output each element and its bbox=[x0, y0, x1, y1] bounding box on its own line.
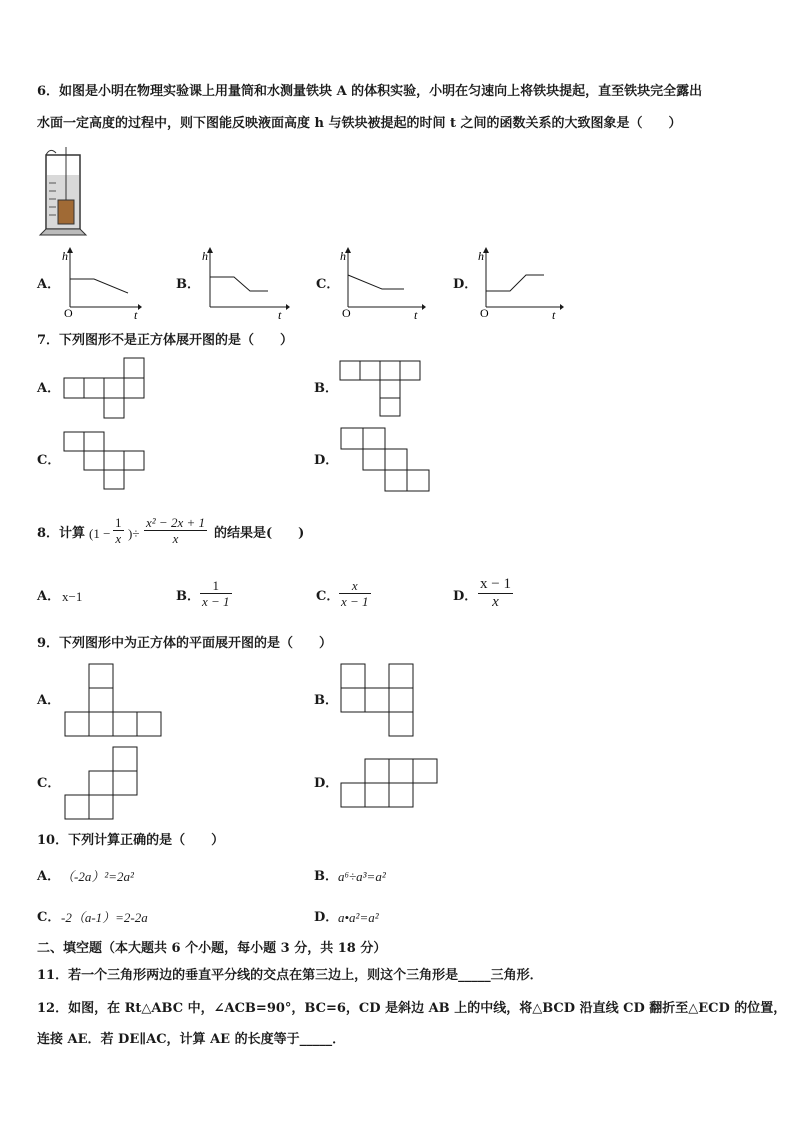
q8-expr-x: x bbox=[115, 531, 122, 546]
svg-text:h: h bbox=[340, 249, 346, 263]
q7-option-c-net bbox=[64, 432, 148, 490]
svg-text:O: O bbox=[480, 306, 489, 320]
q9-option-b-net bbox=[341, 664, 415, 738]
q7-option-c-label: C． bbox=[37, 453, 61, 468]
q9-option-a-net bbox=[65, 664, 163, 738]
q11-stem: 11．若一个三角形两边的垂直平分线的交点在第三边上，则这个三角形是_____三角形． bbox=[37, 968, 543, 983]
q8-option-b-den: x − 1 bbox=[202, 594, 230, 609]
q7-stem: 7．下列图形不是正方体展开图的是（ ） bbox=[37, 333, 294, 348]
q10-option-d-text: a•a²=a² bbox=[338, 910, 379, 925]
svg-text:O: O bbox=[64, 306, 73, 320]
q8-option-b-num: 1 bbox=[212, 578, 220, 593]
q8-option-c-den: x − 1 bbox=[341, 594, 369, 609]
q9-option-c-label: C． bbox=[37, 776, 61, 791]
svg-text:h: h bbox=[62, 249, 68, 263]
q10-option-b-text: a⁶÷a³=a² bbox=[338, 869, 386, 884]
svg-text:t: t bbox=[278, 308, 282, 322]
q8-expr-open: (1 − bbox=[89, 526, 111, 541]
q8-option-c-num: x bbox=[351, 578, 358, 593]
svg-text:h: h bbox=[202, 249, 208, 263]
svg-text:h: h bbox=[478, 249, 484, 263]
q9-option-a-label: A． bbox=[37, 693, 61, 708]
q12-stem-line1: 12．如图，在 Rt△ABC 中，∠ACB=90°，BC=6，CD 是斜边 AB 上的中线，将△BCD 沿直线 CD 翻折至△ECD 的位置， bbox=[37, 1001, 787, 1016]
q7-option-b-label: B． bbox=[314, 381, 338, 396]
q6-option-a-label: A． bbox=[37, 277, 61, 292]
q8-option-b-label: B． bbox=[176, 589, 200, 604]
q10-option-d-label: D． bbox=[314, 910, 339, 925]
q8-option-d-den: x bbox=[492, 594, 499, 610]
q10-option-a-text: （-2a）²=2a² bbox=[61, 869, 134, 884]
q8-option-c-label: C． bbox=[316, 589, 340, 604]
q8-expr-close: )÷ bbox=[128, 526, 140, 541]
q8-option-c-frac bbox=[339, 578, 371, 609]
q6-option-c-label: C． bbox=[316, 277, 340, 292]
q6-option-d-graph bbox=[478, 247, 564, 322]
q8-option-d-num: x − 1 bbox=[480, 576, 511, 592]
q7-option-b-net bbox=[340, 361, 422, 417]
q9-option-d-net bbox=[341, 759, 439, 809]
q12-stem-line2: 连接 AE．若 DE∥AC，计算 AE 的长度等于_____． bbox=[37, 1032, 346, 1047]
q6-stem-line1: 6．如图是小明在物理实验课上用量筒和水测量铁块 A 的体积实验，小明在匀速向上将铁块提起，直至铁块完全露出 bbox=[37, 84, 703, 99]
q6-option-a-graph bbox=[62, 247, 142, 322]
q7-option-a-label: A． bbox=[37, 381, 61, 396]
q10-option-c-text: -2（a-1）=2-2a bbox=[61, 910, 148, 925]
q7-option-d-net bbox=[341, 428, 435, 494]
q8-option-b-frac bbox=[200, 578, 232, 609]
q7-option-a-net bbox=[64, 358, 148, 418]
q10-option-b-label: B． bbox=[314, 869, 338, 884]
q8-option-a-text: x−1 bbox=[62, 589, 83, 604]
q6-option-b-label: B． bbox=[176, 277, 200, 292]
q8-expr-den: x bbox=[172, 531, 179, 546]
q8-expr-frac-1-over-x bbox=[113, 515, 124, 546]
svg-text:t: t bbox=[414, 308, 418, 322]
q6-option-c-graph bbox=[340, 247, 426, 322]
q9-stem: 9．下列图形中为正方体的平面展开图的是（ ） bbox=[37, 636, 333, 651]
q8-option-a-label: A． bbox=[37, 589, 61, 604]
q8-expr-num: x² − 2x + 1 bbox=[146, 515, 205, 530]
svg-text:O: O bbox=[342, 306, 351, 320]
q10-stem: 10．下列计算正确的是（ ） bbox=[37, 833, 225, 848]
q6-option-b-graph bbox=[202, 247, 290, 322]
q8-expr-frac-main bbox=[144, 515, 207, 546]
q9-option-b-label: B． bbox=[314, 693, 338, 708]
q8-option-d-label: D． bbox=[453, 589, 478, 604]
q8-prefix: 8．计算 bbox=[37, 526, 86, 541]
q9-option-d-label: D． bbox=[314, 776, 339, 791]
measuring-cylinder-illustration bbox=[40, 145, 100, 237]
q9-option-c-net bbox=[65, 747, 139, 821]
q8-option-d-frac bbox=[478, 576, 513, 611]
q10-option-c-label: C． bbox=[37, 910, 61, 925]
svg-text:t: t bbox=[552, 308, 556, 322]
q10-option-a-label: A． bbox=[37, 869, 61, 884]
q8-expr-one: 1 bbox=[115, 515, 122, 530]
q7-option-d-label: D． bbox=[314, 453, 339, 468]
svg-text:t: t bbox=[134, 308, 138, 322]
section-2-heading: 二、填空题（本大题共 6 个小题，每小题 3 分，共 18 分） bbox=[37, 941, 387, 956]
q8-suffix: 的结果是( ) bbox=[214, 526, 305, 541]
q6-stem-line2: 水面一定高度的过程中，则下图能反映液面高度 h 与铁块被提起的时间 t 之间的函数关系的大致图象是（ ） bbox=[37, 116, 682, 131]
q6-option-d-label: D． bbox=[453, 277, 478, 292]
